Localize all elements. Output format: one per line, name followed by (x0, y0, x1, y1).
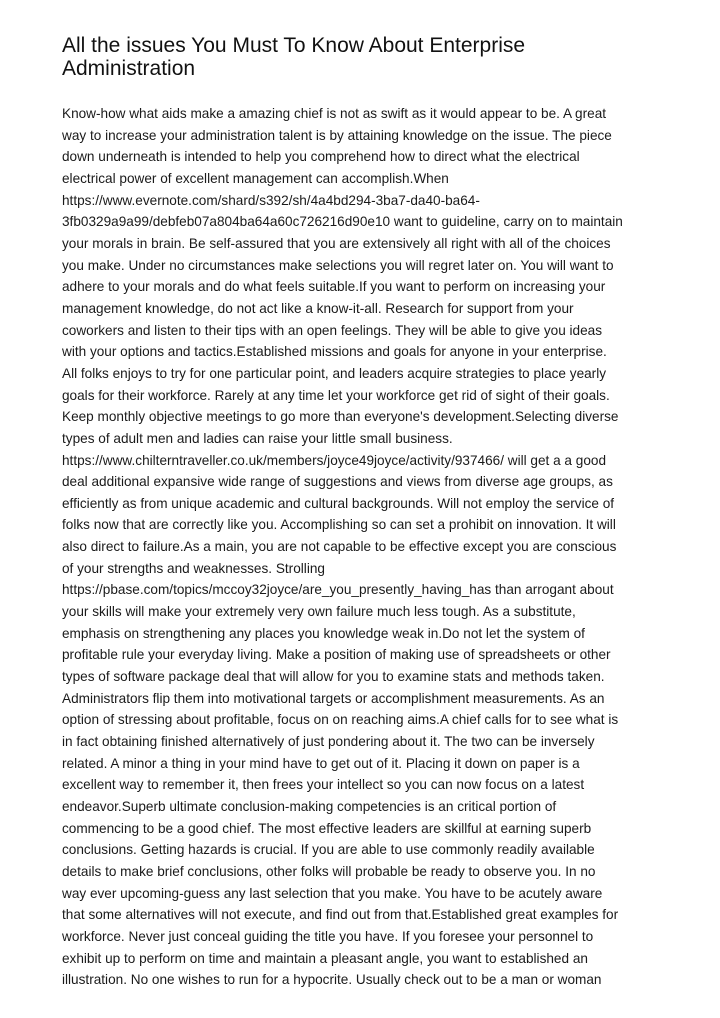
body-text-line: https://www.chilterntraveller.co.uk/members/joyce49joyce/activity/937466/ will get a a good (62, 452, 607, 468)
body-text-line: commencing to be a good chief. The most effective leaders are skillful at earning superb (62, 820, 592, 836)
document-body (62, 103, 662, 991)
body-text-line: related. A minor a thing in your mind have to get out of it. Placing it down on paper is a (62, 755, 580, 771)
body-text-line: adhere to your morals and do what feels suitable.If you want to perform on increasing your (62, 279, 606, 295)
body-text-line: https://pbase.com/topics/mccoy32joyce/are_you_presently_having_has than arrogant about (62, 582, 614, 598)
document-title (62, 34, 662, 80)
body-text-line: Administrators flip them into motivational targets or accomplishment measurements. As an (62, 690, 605, 706)
body-text-line: 3fb0329a9a99/debfeb07a804ba64a60c726216d90e10 want to guideline, carry on to maintain (62, 214, 623, 230)
body-text-line: illustration. No one wishes to run for a hypocrite. Usually check out to be a man or woman (62, 972, 602, 988)
body-text-line: your skills will make your extremely very own failure much less tough. As a substitute, (62, 604, 576, 620)
body-text-line: profitable rule your everyday living. Make a position of making use of spreadsheets or other (62, 647, 611, 663)
body-text-line: efficiently as from unique academic and cultural backgrounds. Will not employ the service of (62, 495, 615, 511)
body-text-line: endeavor.Superb ultimate conclusion-making competencies is an critical portion of (62, 799, 557, 814)
body-text-line: option of stressing about profitable, focus on on reaching aims.A chief calls for to see what is (62, 712, 619, 728)
body-text-line: types of adult men and ladies can raise your little small business. (62, 430, 453, 446)
title-line: Administration (62, 57, 196, 80)
body-text-line: management knowledge, do not act like a know-it-all. Research for support from your (62, 300, 574, 316)
body-text-line: Know-how what aids make a amazing chief is not as swift as it would appear to be. A great (62, 106, 607, 121)
body-text-line: with your options and tactics.Established missions and goals for anyone in your enterprise. (62, 344, 607, 360)
body-text-line: conclusions. Getting hazards is crucial. If you are able to use commonly readily available (62, 842, 595, 858)
body-text-line: way to increase your administration talent is by attaining knowledge on the issue. The piece (62, 127, 612, 143)
body-text-line: your morals in brain. Be self-assured that you are extensively all right with all of the choices (62, 235, 611, 251)
body-text-line: you make. Under no circumstances make selections you will regret later on. You will want to (62, 257, 614, 273)
body-text-line: excellent way to remember it, then frees your intellect so you can now focus on a latest (62, 777, 585, 793)
body-text-line: workforce. Never just conceal guiding the title you have. If you foresee your personnel to (62, 928, 594, 944)
body-text-line: Keep monthly objective meetings to go more than everyone's development.Selecting diverse (62, 409, 619, 425)
body-text-line: goals for their workforce. Rarely at any time let your workforce get rid of sight of their goals. (62, 387, 610, 403)
body-text-line: details to make brief conclusions, other folks will probable be ready to observe you. In no (62, 863, 596, 879)
body-text-line: also direct to failure.As a main, you are not capable to be effective except you are conscious (62, 539, 617, 555)
body-text-line: coworkers and listen to their tips with an open feelings. They will be able to give you ideas (62, 322, 603, 338)
body-text-line: that some alternatives will not execute, and find out from that.Established great examples for (62, 907, 619, 923)
body-text-line: types of software package deal that will allow for you to examine stats and methods taken. (62, 669, 605, 685)
body-text-line: deal additional expansive wide range of suggestions and views from diverse age groups, as (62, 474, 613, 490)
body-text-line: emphasis on strengthening any places you knowledge weak in.Do not let the system of (62, 625, 585, 641)
body-text-line: in fact obtaining finished alternatively of just pondering about it. The two can be inversely (62, 734, 595, 750)
body-text-line: folks now that are correctly like you. Accomplishing so can set a prohibit on innovation. It will (62, 517, 616, 533)
body-text-line: https://www.evernote.com/shard/s392/sh/4a4bd294-3ba7-da40-ba64- (62, 192, 480, 208)
body-text-line: All folks enjoys to try for one particular point, and leaders acquire strategies to place yearly (62, 365, 607, 381)
body-text-line: way ever upcoming-guess any last selection that you make. You have to be acutely aware (62, 885, 603, 901)
body-text-line: exhibit up to perform on time and maintain a pleasant angle, you want to established an (62, 950, 588, 966)
title-line: All the issues You Must To Know About Enterprise (62, 34, 526, 57)
body-text-line: electrical power of excellent management can accomplish.When (62, 170, 449, 186)
document-page (62, 34, 662, 991)
body-text-line: down underneath is intended to help you comprehend how to direct what the electrical (62, 149, 580, 165)
body-text-line: of your strengths and weaknesses. Strolling (62, 560, 325, 576)
